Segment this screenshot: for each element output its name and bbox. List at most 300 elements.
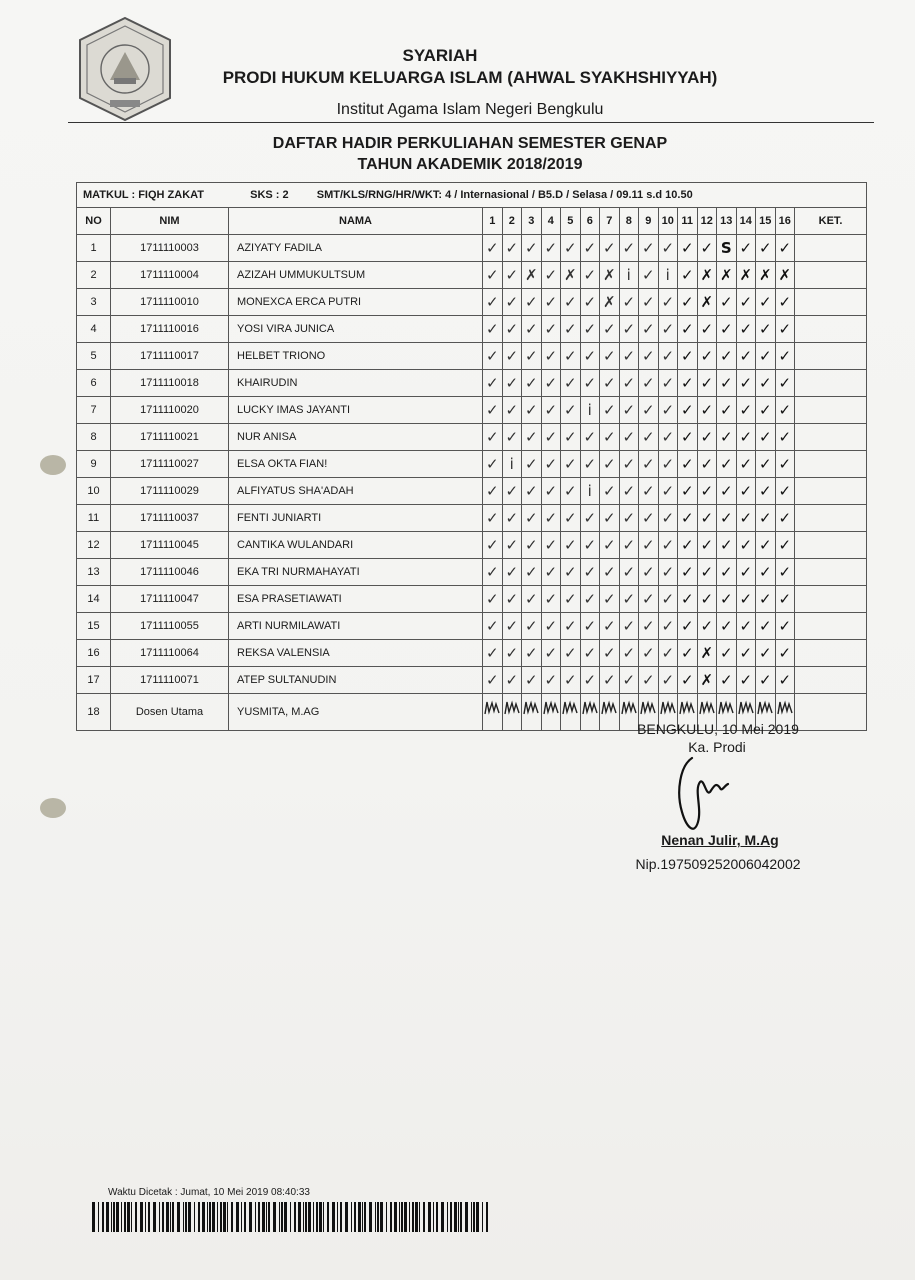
barcode-bar	[482, 1202, 483, 1232]
attendance-mark: ✗	[717, 262, 737, 289]
attendance-mark: ✓	[483, 478, 503, 505]
attendance-mark: ✓	[522, 289, 542, 316]
attendance-mark: ✓	[717, 505, 737, 532]
barcode-bar	[185, 1202, 187, 1232]
attendance-mark: ✓	[736, 397, 756, 424]
row-no: 9	[77, 451, 111, 478]
col-meeting: 12	[697, 208, 717, 235]
barcode-bar	[162, 1202, 164, 1232]
attendance-mark: ✓	[658, 586, 678, 613]
attendance-mark: ✓	[697, 532, 717, 559]
row-nim: 1711110020	[111, 397, 229, 424]
barcode-bar	[92, 1202, 95, 1232]
attendance-mark: ✓	[736, 451, 756, 478]
academic-year: TAHUN AKADEMIK 2018/2019	[357, 156, 583, 173]
institution-seal-icon	[70, 14, 180, 124]
attendance-mark: ✗	[561, 262, 581, 289]
row-nim: 1711110071	[111, 667, 229, 694]
barcode-bar	[258, 1202, 260, 1232]
attendance-mark: ✗	[756, 262, 776, 289]
col-meeting: 16	[775, 208, 795, 235]
attendance-mark: ✓	[756, 505, 776, 532]
attendance-mark: ✓	[697, 397, 717, 424]
attendance-mark: ✓	[619, 505, 639, 532]
attendance-mark: ✓	[580, 424, 600, 451]
row-nim: 1711110047	[111, 586, 229, 613]
attendance-mark: ✓	[561, 235, 581, 262]
attendance-mark: ✓	[483, 667, 503, 694]
attendance-mark: ✗	[600, 262, 620, 289]
attendance-mark: ✓	[736, 235, 756, 262]
table-row	[77, 586, 867, 613]
barcode-bar	[394, 1202, 397, 1232]
barcode-bar	[313, 1202, 314, 1232]
row-ket	[795, 532, 867, 559]
col-no: NO	[77, 208, 111, 235]
attendance-mark: ✓	[619, 559, 639, 586]
row-nama: REKSA VALENSIA	[229, 640, 483, 667]
row-no: 15	[77, 613, 111, 640]
row-ket	[795, 640, 867, 667]
row-ket	[795, 505, 867, 532]
attendance-mark: ✓	[522, 478, 542, 505]
col-meeting: 15	[756, 208, 776, 235]
attendance-mark: ✓	[619, 397, 639, 424]
attendance-mark: ✓	[619, 235, 639, 262]
student-rows	[77, 235, 867, 694]
barcode-bar	[327, 1202, 329, 1232]
sign-city-date: BENGKULU, 10 Mei 2019	[637, 721, 799, 737]
attendance-mark: ✓	[619, 667, 639, 694]
row-nim: 1711110003	[111, 235, 229, 262]
barcode-bar	[458, 1202, 459, 1232]
row-no: 7	[77, 397, 111, 424]
barcode-bar	[188, 1202, 191, 1232]
row-nama: AZIZAH UMMUKULTSUM	[229, 262, 483, 289]
attendance-mark: ✗	[697, 667, 717, 694]
barcode-bar	[294, 1202, 296, 1232]
barcode-bar	[447, 1202, 448, 1232]
attendance-mark: ✓	[756, 613, 776, 640]
attendance-mark: ✓	[697, 235, 717, 262]
attendance-mark: ✓	[483, 532, 503, 559]
attendance-mark: ✓	[678, 397, 698, 424]
barcode-bar	[106, 1202, 109, 1232]
barcode-bar	[305, 1202, 307, 1232]
attendance-mark: ✓	[502, 370, 522, 397]
barcode-bar	[227, 1202, 228, 1232]
attendance-mark: ✓	[717, 316, 737, 343]
document-title: DAFTAR HADIR PERKULIAHAN SEMESTER GENAP	[272, 135, 668, 152]
attendance-mark: ✓	[580, 613, 600, 640]
row-nim: 1711110064	[111, 640, 229, 667]
attendance-mark: ✓	[561, 370, 581, 397]
row-nim: 1711110037	[111, 505, 229, 532]
attendance-mark: ✓	[580, 289, 600, 316]
row-no: 14	[77, 586, 111, 613]
table-row	[77, 343, 867, 370]
attendance-mark: ✓	[600, 343, 620, 370]
attendance-mark: ✓	[580, 316, 600, 343]
barcode-bar	[399, 1202, 400, 1232]
row-nama: ATEP SULTANUDIN	[229, 667, 483, 694]
barcode-icon	[92, 1202, 492, 1232]
row-nim: 1711110004	[111, 262, 229, 289]
lecturer-signature-icon	[483, 694, 503, 731]
attendance-mark: ✓	[736, 478, 756, 505]
row-ket	[795, 424, 867, 451]
attendance-mark: ✗	[600, 289, 620, 316]
barcode-bar	[241, 1202, 242, 1232]
table-row	[77, 397, 867, 424]
table-row	[77, 505, 867, 532]
attendance-mark: ✓	[756, 532, 776, 559]
attendance-mark: ✓	[678, 586, 698, 613]
attendance-mark: ✓	[541, 316, 561, 343]
attendance-mark: ✓	[639, 343, 659, 370]
attendance-mark: ✓	[697, 478, 717, 505]
attendance-mark: ✓	[561, 451, 581, 478]
barcode-bar	[404, 1202, 407, 1232]
attendance-mark: ✓	[717, 289, 737, 316]
attendance-mark: ✓	[717, 424, 737, 451]
attendance-mark: ✓	[502, 289, 522, 316]
attendance-mark: ✓	[717, 532, 737, 559]
attendance-mark: ✓	[483, 343, 503, 370]
barcode-bar	[323, 1202, 324, 1232]
attendance-mark: ✓	[717, 370, 737, 397]
attendance-mark: ✓	[775, 559, 795, 586]
lecturer-signature-icon	[561, 694, 581, 731]
attendance-mark: ✓	[756, 343, 776, 370]
row-ket	[795, 478, 867, 505]
attendance-mark: ✓	[502, 397, 522, 424]
attendance-mark: ✓	[775, 397, 795, 424]
row-ket	[795, 586, 867, 613]
attendance-mark: ✓	[678, 613, 698, 640]
barcode-bar	[113, 1202, 115, 1232]
col-meeting: 14	[736, 208, 756, 235]
barcode-bar	[450, 1202, 452, 1232]
lecturer-role: Dosen Utama	[111, 694, 229, 731]
attendance-mark: i	[658, 262, 678, 289]
barcode-bar	[231, 1202, 233, 1232]
barcode-bar	[441, 1202, 444, 1232]
barcode-bar	[153, 1202, 156, 1232]
attendance-mark: ✓	[483, 262, 503, 289]
row-ket	[795, 667, 867, 694]
attendance-mark: ✓	[541, 559, 561, 586]
barcode-bar	[249, 1202, 252, 1232]
attendance-mark: ✓	[639, 262, 659, 289]
col-ket: KET.	[795, 208, 867, 235]
attendance-mark: ✓	[580, 667, 600, 694]
attendance-mark: ✓	[561, 532, 581, 559]
row-nama: NUR ANISA	[229, 424, 483, 451]
attendance-mark: ✓	[502, 478, 522, 505]
attendance-mark: ✓	[619, 451, 639, 478]
attendance-mark: ✓	[639, 478, 659, 505]
attendance-mark: ✓	[639, 397, 659, 424]
col-nim: NIM	[111, 208, 229, 235]
row-no: 11	[77, 505, 111, 532]
attendance-mark: ✓	[736, 424, 756, 451]
barcode-bar	[127, 1202, 130, 1232]
row-nim: 1711110021	[111, 424, 229, 451]
attendance-mark: ✓	[619, 586, 639, 613]
col-meeting: 3	[522, 208, 542, 235]
attendance-mark: ✓	[522, 559, 542, 586]
lecturer-name: YUSMITA, M.AG	[229, 694, 483, 731]
barcode-bar	[476, 1202, 479, 1232]
lecturer-signature-icon	[600, 694, 620, 731]
attendance-mark: i	[619, 262, 639, 289]
barcode-bar	[135, 1202, 137, 1232]
attendance-mark: ✓	[756, 370, 776, 397]
table-row	[77, 667, 867, 694]
attendance-mark: ✗	[697, 262, 717, 289]
barcode-bar	[412, 1202, 414, 1232]
attendance-mark: ✓	[736, 586, 756, 613]
row-nama: ALFIYATUS SHA'ADAH	[229, 478, 483, 505]
col-meeting: 10	[658, 208, 678, 235]
barcode-bar	[369, 1202, 372, 1232]
attendance-mark: ✓	[678, 316, 698, 343]
barcode-bar	[298, 1202, 301, 1232]
barcode-bar	[415, 1202, 418, 1232]
attendance-mark: ✓	[678, 478, 698, 505]
row-no: 10	[77, 478, 111, 505]
row-nama: LUCKY IMAS JAYANTI	[229, 397, 483, 424]
attendance-mark: ✓	[522, 532, 542, 559]
attendance-mark: ✓	[580, 532, 600, 559]
barcode-bar	[236, 1202, 239, 1232]
signer-name: Nenan Julir, M.Ag	[661, 832, 779, 848]
attendance-mark: ✓	[639, 559, 659, 586]
attendance-mark: ✓	[561, 478, 581, 505]
attendance-mark: ✓	[736, 370, 756, 397]
attendance-mark: ✓	[736, 505, 756, 532]
print-timestamp: Waktu Dicetak : Jumat, 10 Mei 2019 08:40:33	[108, 1187, 310, 1198]
row-ket	[795, 289, 867, 316]
attendance-mark: ✓	[522, 370, 542, 397]
attendance-mark: ✓	[600, 559, 620, 586]
lecturer-signature-icon	[541, 694, 561, 731]
attendance-mark: ✓	[658, 505, 678, 532]
attendance-mark: ✓	[678, 532, 698, 559]
barcode-bar	[279, 1202, 280, 1232]
attendance-mark: ✓	[697, 559, 717, 586]
attendance-mark: ✓	[678, 289, 698, 316]
attendance-mark: ✓	[522, 505, 542, 532]
attendance-mark: ✓	[775, 613, 795, 640]
attendance-mark: ✓	[775, 451, 795, 478]
barcode-bar	[471, 1202, 472, 1232]
attendance-mark: ✓	[678, 343, 698, 370]
barcode-bar	[98, 1202, 99, 1232]
attendance-mark: ✓	[483, 235, 503, 262]
row-nim: 1711110017	[111, 343, 229, 370]
barcode-bar	[419, 1202, 420, 1232]
attendance-mark: ✓	[502, 343, 522, 370]
row-nama: AZIYATY FADILA	[229, 235, 483, 262]
attendance-mark: ✓	[541, 235, 561, 262]
barcode-bar	[433, 1202, 434, 1232]
attendance-mark: ✗	[736, 262, 756, 289]
barcode-bar	[362, 1202, 363, 1232]
attendance-mark: ✓	[619, 640, 639, 667]
attendance-mark: ✓	[678, 424, 698, 451]
row-no: 3	[77, 289, 111, 316]
row-ket	[795, 397, 867, 424]
attendance-mark: ✓	[483, 397, 503, 424]
barcode-bar	[390, 1202, 392, 1232]
attendance-mark: ✓	[580, 640, 600, 667]
attendance-mark: ✓	[639, 667, 659, 694]
attendance-mark: ✓	[541, 613, 561, 640]
attendance-mark: ✓	[483, 586, 503, 613]
barcode-bar	[273, 1202, 276, 1232]
attendance-mark: ✓	[717, 451, 737, 478]
table-row	[77, 640, 867, 667]
row-ket	[795, 262, 867, 289]
table-row	[77, 559, 867, 586]
attendance-mark: ✓	[580, 586, 600, 613]
table-row	[77, 478, 867, 505]
barcode-bar	[319, 1202, 322, 1232]
attendance-mark: ✓	[678, 667, 698, 694]
attendance-mark: ✓	[483, 451, 503, 478]
row-nama: ELSA OKTA FIAN!	[229, 451, 483, 478]
col-meeting: 13	[717, 208, 737, 235]
col-meeting: 1	[483, 208, 503, 235]
col-meeting: 11	[678, 208, 698, 235]
barcode-bar	[332, 1202, 335, 1232]
attendance-mark: ✓	[697, 586, 717, 613]
barcode-bar	[316, 1202, 318, 1232]
barcode-bar	[486, 1202, 488, 1232]
table-row	[77, 532, 867, 559]
attendance-mark: ✓	[502, 262, 522, 289]
attendance-mark: i	[502, 451, 522, 478]
barcode-bar	[380, 1202, 383, 1232]
handwritten-signature-icon	[664, 752, 744, 842]
row-ket	[795, 370, 867, 397]
attendance-mark: ✓	[717, 343, 737, 370]
barcode-bar	[217, 1202, 218, 1232]
barcode-bar	[207, 1202, 208, 1232]
attendance-mark: ✓	[775, 532, 795, 559]
attendance-mark: ✓	[502, 316, 522, 343]
attendance-mark: ✓	[600, 235, 620, 262]
attendance-mark: ✓	[483, 505, 503, 532]
attendance-mark: ✓	[483, 559, 503, 586]
lecturer-signature-icon	[522, 694, 542, 731]
attendance-mark: ✓	[736, 316, 756, 343]
attendance-mark: ✓	[619, 343, 639, 370]
signer-nip: Nip.197509252006042002	[635, 856, 801, 872]
attendance-mark: ✓	[600, 505, 620, 532]
punch-hole	[40, 455, 66, 475]
barcode-bar	[454, 1202, 457, 1232]
attendance-mark: ✓	[639, 316, 659, 343]
attendance-mark: S	[717, 235, 737, 262]
attendance-mark: ✓	[736, 532, 756, 559]
attendance-mark: ✓	[600, 532, 620, 559]
row-nama: FENTI JUNIARTI	[229, 505, 483, 532]
attendance-mark: ✓	[600, 640, 620, 667]
barcode-bar	[262, 1202, 265, 1232]
attendance-mark: ✓	[541, 451, 561, 478]
barcode-bar	[290, 1202, 291, 1232]
attendance-mark: ✓	[775, 343, 795, 370]
attendance-mark: ✓	[658, 370, 678, 397]
attendance-mark: ✓	[639, 505, 659, 532]
barcode-bar	[284, 1202, 287, 1232]
attendance-mark: ✓	[658, 478, 678, 505]
row-ket	[795, 235, 867, 262]
attendance-mark: ✓	[483, 316, 503, 343]
attendance-mark: ✓	[580, 235, 600, 262]
attendance-mark: ✓	[600, 667, 620, 694]
col-meeting: 4	[541, 208, 561, 235]
attendance-mark: ✓	[697, 316, 717, 343]
attendance-mark: ✓	[561, 505, 581, 532]
attendance-mark: ✓	[736, 343, 756, 370]
barcode-bar	[177, 1202, 180, 1232]
attendance-mark: ✓	[756, 478, 776, 505]
attendance-mark: ✓	[639, 532, 659, 559]
attendance-mark: ✓	[756, 397, 776, 424]
course-info-row	[77, 183, 867, 208]
attendance-mark: ✓	[678, 235, 698, 262]
attendance-mark: ✓	[658, 289, 678, 316]
attendance-mark: ✓	[600, 424, 620, 451]
attendance-mark: ✓	[522, 316, 542, 343]
prodi-name: PRODI HUKUM KELUARGA ISLAM (AHWAL SYAKHSHIYYAH)	[222, 68, 718, 87]
barcode-bar	[386, 1202, 387, 1232]
row-nim: 1711110055	[111, 613, 229, 640]
attendance-mark: ✓	[600, 586, 620, 613]
attendance-mark: ✓	[639, 424, 659, 451]
attendance-mark: ✓	[619, 532, 639, 559]
attendance-mark: ✓	[697, 505, 717, 532]
attendance-mark: ✓	[522, 586, 542, 613]
attendance-mark: ✓	[756, 640, 776, 667]
attendance-mark: ✓	[561, 613, 581, 640]
barcode-bar	[401, 1202, 403, 1232]
table-row	[77, 451, 867, 478]
barcode-bar	[166, 1202, 169, 1232]
attendance-mark: ✓	[658, 397, 678, 424]
attendance-mark: ✓	[639, 586, 659, 613]
row-nama: CANTIKA WULANDARI	[229, 532, 483, 559]
row-ket	[795, 613, 867, 640]
attendance-mark: ✓	[756, 316, 776, 343]
barcode-bar	[354, 1202, 356, 1232]
attendance-mark: ✓	[541, 343, 561, 370]
attendance-mark: ✓	[619, 370, 639, 397]
row-no: 18	[77, 694, 111, 731]
barcode-bar	[244, 1202, 246, 1232]
row-ket	[795, 316, 867, 343]
row-nim: 1711110010	[111, 289, 229, 316]
barcode-bar	[140, 1202, 143, 1232]
attendance-mark: ✓	[541, 424, 561, 451]
attendance-mark: ✓	[775, 505, 795, 532]
attendance-mark: i	[580, 397, 600, 424]
attendance-mark: ✓	[639, 640, 659, 667]
